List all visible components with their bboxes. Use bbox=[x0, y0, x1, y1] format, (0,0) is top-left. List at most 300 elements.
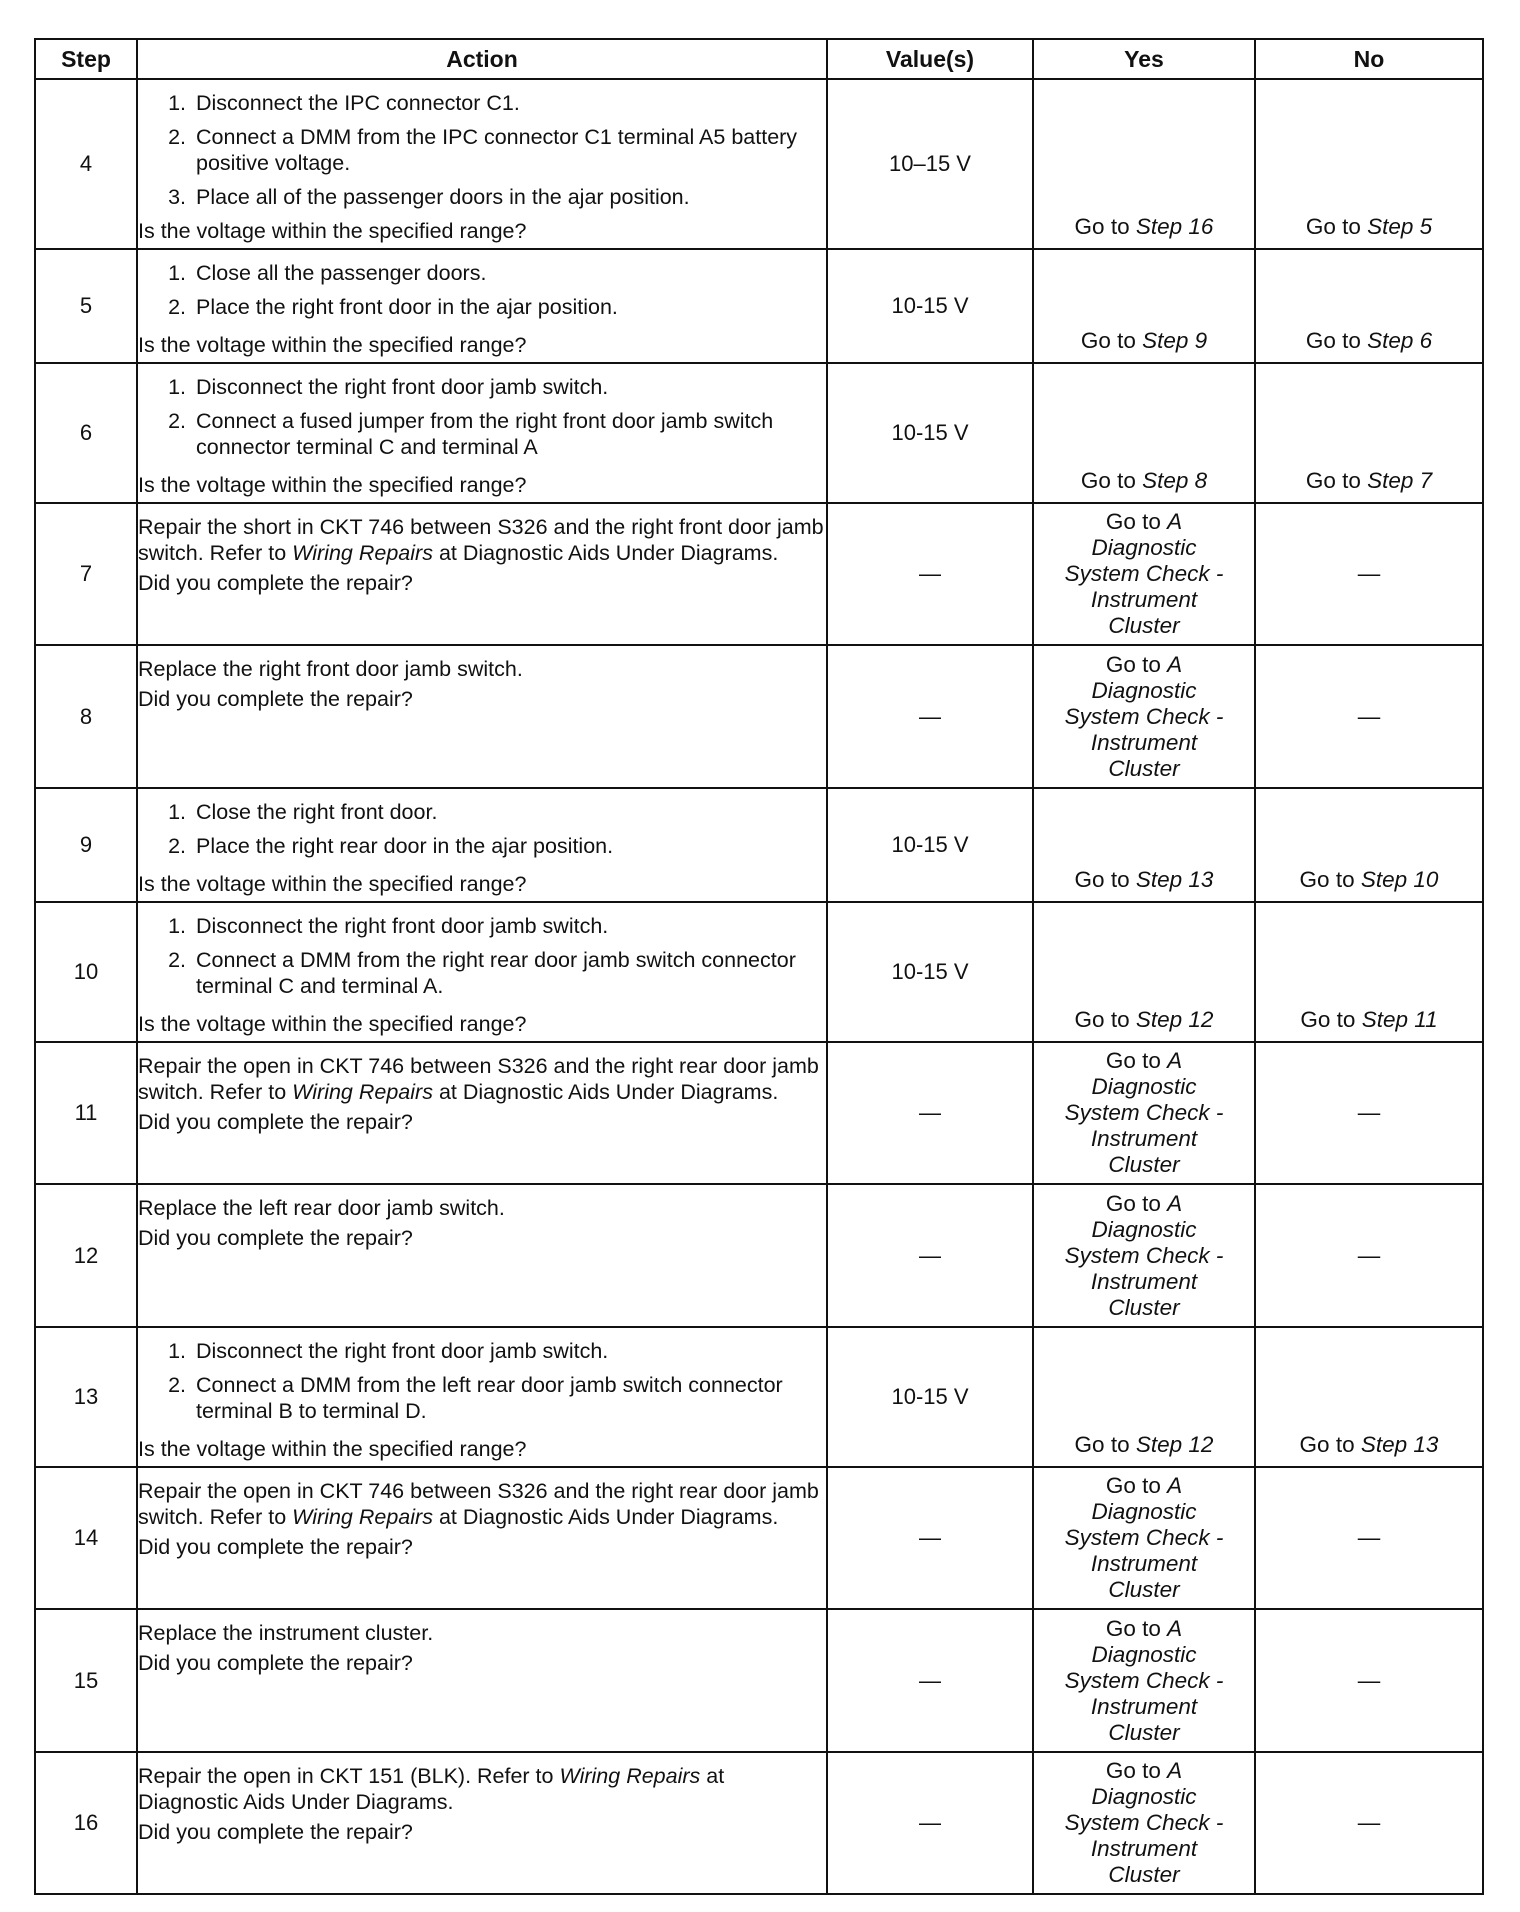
repair-text-location: at Diagnostic Aids Under Diagrams. bbox=[438, 1505, 779, 1529]
goto-step-number: 11 bbox=[1414, 1007, 1438, 1032]
goto-diagnostic-check bbox=[1034, 1048, 1254, 1178]
step-number: 16 bbox=[35, 1752, 137, 1894]
goto-step-number: 8 bbox=[1194, 468, 1208, 493]
action-cell bbox=[137, 503, 827, 645]
table-row bbox=[35, 1467, 1483, 1609]
value-cell: — bbox=[827, 1609, 1033, 1752]
goto-step-word: Step bbox=[1135, 214, 1183, 239]
goto-line bbox=[1034, 1048, 1254, 1074]
repair-text-location: at Diagnostic Aids Under Diagrams. bbox=[138, 1764, 725, 1814]
yes-cell bbox=[1033, 788, 1255, 902]
goto-diagnostic-check bbox=[1034, 1191, 1254, 1321]
goto-diagnostic-check bbox=[1034, 652, 1254, 782]
action-step-number: 1. bbox=[168, 1339, 186, 1363]
goto-diag-line: Diagnostic bbox=[1091, 1216, 1197, 1242]
action-question: Did you complete the repair? bbox=[138, 1820, 413, 1844]
action-step-item bbox=[138, 947, 826, 999]
action-step-item bbox=[138, 124, 826, 176]
goto-diag-line: System Check - bbox=[1064, 1242, 1224, 1268]
diagnostic-table bbox=[34, 38, 1484, 1895]
goto-prefix: Go to bbox=[1105, 651, 1161, 677]
repair-block bbox=[138, 1763, 826, 1845]
step-number: 15 bbox=[35, 1609, 137, 1752]
value-cell: 10-15 V bbox=[827, 1327, 1033, 1467]
goto-step-word: Step bbox=[1361, 1007, 1408, 1032]
goto-diagnostic-check bbox=[1034, 1758, 1254, 1888]
goto-prefix: Go to bbox=[1074, 214, 1130, 239]
value-cell: 10-15 V bbox=[827, 788, 1033, 902]
goto-step-link bbox=[1256, 1007, 1482, 1033]
repair-instruction bbox=[138, 1620, 826, 1646]
goto-step-word: Step bbox=[1142, 328, 1189, 353]
step-number: 14 bbox=[35, 1467, 137, 1609]
goto-prefix: Go to bbox=[1080, 328, 1136, 353]
goto-step-number: 5 bbox=[1419, 214, 1433, 239]
action-cell bbox=[137, 645, 827, 788]
goto-diag-line: Instrument bbox=[1090, 729, 1198, 755]
goto-line bbox=[1034, 1616, 1254, 1642]
repair-text-main: Replace the right front door jamb switch. bbox=[138, 657, 523, 681]
value-cell: — bbox=[827, 1184, 1033, 1327]
header-yes: Yes bbox=[1033, 39, 1255, 79]
action-step-number: 2. bbox=[168, 834, 186, 858]
repair-block bbox=[138, 1053, 826, 1135]
wiring-repairs-reference: Wiring Repairs bbox=[292, 1080, 433, 1104]
goto-prefix: Go to bbox=[1299, 1432, 1355, 1457]
goto-step-link bbox=[1256, 468, 1482, 494]
goto-step-word: Step bbox=[1135, 1007, 1183, 1032]
no-cell bbox=[1255, 363, 1483, 503]
goto-step-word: Step bbox=[1360, 1432, 1408, 1457]
action-cell bbox=[137, 363, 827, 503]
goto-diag-line: Diagnostic bbox=[1091, 677, 1197, 703]
goto-step-number: 13 bbox=[1188, 867, 1214, 892]
goto-diag-letter: A bbox=[1167, 1758, 1183, 1783]
goto-diag-line: System Check - bbox=[1064, 561, 1224, 586]
action-steps-list bbox=[138, 799, 826, 867]
wiring-repairs-reference: Wiring Repairs bbox=[292, 541, 433, 565]
goto-diag-line: System Check - bbox=[1064, 703, 1224, 729]
goto-step-word: Step bbox=[1142, 468, 1189, 493]
goto-step-word: Step bbox=[1367, 468, 1414, 493]
goto-prefix: Go to bbox=[1074, 867, 1130, 892]
goto-step-link bbox=[1034, 867, 1254, 893]
step-number: 8 bbox=[35, 645, 137, 788]
action-step-number: 1. bbox=[168, 800, 186, 824]
action-step-text: Place the right front door in the ajar position. bbox=[196, 295, 618, 319]
value-cell: 10–15 V bbox=[827, 79, 1033, 249]
step-number: 11 bbox=[35, 1042, 137, 1184]
action-step-item bbox=[138, 408, 826, 460]
action-step-number: 1. bbox=[168, 91, 186, 115]
action-cell bbox=[137, 249, 827, 363]
repair-text-main: Repair the open in CKT 746 between S326 and the right rear door jamb switch. Refer to bbox=[138, 1054, 819, 1104]
goto-step-link bbox=[1034, 468, 1254, 494]
goto-step-link bbox=[1034, 1007, 1254, 1033]
yes-cell bbox=[1033, 1042, 1255, 1184]
goto-prefix: Go to bbox=[1299, 867, 1355, 892]
goto-step-link bbox=[1256, 867, 1482, 893]
action-question: Did you complete the repair? bbox=[138, 687, 413, 711]
goto-step-link bbox=[1256, 214, 1482, 240]
action-step-text: Disconnect the right front door jamb switch. bbox=[196, 375, 609, 399]
repair-text-main: Replace the instrument cluster. bbox=[138, 1621, 434, 1645]
action-content bbox=[138, 1614, 826, 1747]
goto-line bbox=[1034, 1473, 1254, 1499]
goto-diag-line: System Check - bbox=[1064, 1667, 1224, 1693]
action-content bbox=[138, 793, 826, 897]
goto-prefix: Go to bbox=[1300, 1007, 1356, 1032]
action-step-text: Connect a DMM from the right rear door jamb switch connector terminal C and terminal A. bbox=[196, 948, 796, 998]
action-steps-list bbox=[138, 1338, 826, 1432]
action-step-text: Connect a DMM from the IPC connector C1 terminal A5 battery positive voltage. bbox=[196, 125, 798, 175]
table-row bbox=[35, 902, 1483, 1042]
no-cell bbox=[1255, 249, 1483, 363]
goto-prefix: Go to bbox=[1105, 509, 1161, 534]
goto-step-word: Step bbox=[1135, 1432, 1183, 1457]
action-cell bbox=[137, 1042, 827, 1184]
action-question: Did you complete the repair? bbox=[138, 1535, 413, 1559]
header-action: Action bbox=[137, 39, 827, 79]
goto-diag-line: Diagnostic bbox=[1091, 1641, 1197, 1667]
repair-block bbox=[138, 1620, 826, 1676]
yes-cell bbox=[1033, 363, 1255, 503]
repair-text-main: Replace the left rear door jamb switch. bbox=[138, 1196, 505, 1220]
goto-prefix: Go to bbox=[1105, 1615, 1161, 1641]
repair-instruction bbox=[138, 1195, 826, 1221]
step-number: 10 bbox=[35, 902, 137, 1042]
no-cell: — bbox=[1255, 645, 1483, 788]
goto-diag-line: Diagnostic bbox=[1091, 535, 1197, 560]
action-question: Is the voltage within the specified range? bbox=[138, 333, 527, 357]
goto-prefix: Go to bbox=[1305, 468, 1361, 493]
table-body bbox=[35, 79, 1483, 1894]
goto-diag-line: Cluster bbox=[1108, 755, 1180, 781]
goto-step-word: Step bbox=[1367, 328, 1414, 353]
goto-diag-line: Cluster bbox=[1108, 1719, 1180, 1745]
step-number: 13 bbox=[35, 1327, 137, 1467]
action-step-text: Close the right front door. bbox=[196, 800, 438, 824]
goto-prefix: Go to bbox=[1074, 1432, 1130, 1457]
goto-diag-line: Instrument bbox=[1090, 587, 1198, 612]
action-step-item bbox=[138, 1372, 826, 1424]
action-step-number: 1. bbox=[168, 261, 186, 285]
goto-prefix: Go to bbox=[1080, 468, 1136, 493]
goto-diag-line: System Check - bbox=[1064, 1525, 1224, 1550]
goto-line bbox=[1034, 1758, 1254, 1784]
no-content bbox=[1256, 252, 1482, 360]
goto-prefix: Go to bbox=[1305, 328, 1361, 353]
repair-block bbox=[138, 656, 826, 712]
no-content bbox=[1256, 82, 1482, 246]
goto-line bbox=[1034, 509, 1254, 535]
goto-diag-letter: A bbox=[1167, 651, 1183, 677]
goto-step-link bbox=[1034, 214, 1254, 240]
value-cell: 10-15 V bbox=[827, 249, 1033, 363]
action-step-number: 2. bbox=[168, 409, 186, 433]
action-content bbox=[138, 508, 826, 640]
table-row bbox=[35, 249, 1483, 363]
action-question: Is the voltage within the specified range? bbox=[138, 872, 527, 896]
action-content bbox=[138, 254, 826, 358]
value-cell: — bbox=[827, 1752, 1033, 1894]
step-number: 7 bbox=[35, 503, 137, 645]
yes-content bbox=[1034, 366, 1254, 500]
no-content bbox=[1256, 366, 1482, 500]
goto-step-link bbox=[1034, 328, 1254, 354]
goto-prefix: Go to bbox=[1105, 1048, 1161, 1073]
no-cell: — bbox=[1255, 1184, 1483, 1327]
action-question: Is the voltage within the specified range? bbox=[138, 1012, 527, 1036]
yes-cell bbox=[1033, 902, 1255, 1042]
goto-diag-line: System Check - bbox=[1064, 1810, 1224, 1835]
goto-diag-line: Cluster bbox=[1108, 1862, 1180, 1887]
action-step-number: 1. bbox=[168, 375, 186, 399]
repair-instruction bbox=[138, 1763, 826, 1815]
goto-prefix: Go to bbox=[1105, 1473, 1161, 1498]
goto-diag-letter: A bbox=[1167, 1048, 1183, 1073]
action-step-item bbox=[138, 1338, 826, 1364]
goto-step-number: 10 bbox=[1413, 867, 1439, 892]
action-step-item bbox=[138, 374, 826, 400]
goto-diag-letter: A bbox=[1167, 1190, 1183, 1216]
step-number: 6 bbox=[35, 363, 137, 503]
goto-diagnostic-check bbox=[1034, 509, 1254, 639]
table-row bbox=[35, 503, 1483, 645]
yes-cell bbox=[1033, 1184, 1255, 1327]
action-step-item bbox=[138, 260, 826, 286]
goto-diag-line: Instrument bbox=[1090, 1836, 1198, 1861]
repair-instruction bbox=[138, 656, 826, 682]
no-cell: — bbox=[1255, 1042, 1483, 1184]
goto-prefix: Go to bbox=[1105, 1758, 1161, 1783]
value-cell: — bbox=[827, 503, 1033, 645]
yes-cell bbox=[1033, 503, 1255, 645]
no-content bbox=[1256, 1330, 1482, 1464]
repair-block bbox=[138, 1195, 826, 1251]
table-row bbox=[35, 1042, 1483, 1184]
action-steps-list bbox=[138, 913, 826, 1007]
action-step-number: 2. bbox=[168, 125, 186, 149]
value-cell: 10-15 V bbox=[827, 902, 1033, 1042]
no-cell: — bbox=[1255, 1467, 1483, 1609]
table-row bbox=[35, 1327, 1483, 1467]
action-step-number: 3. bbox=[168, 185, 186, 209]
no-cell: — bbox=[1255, 1609, 1483, 1752]
table-row bbox=[35, 1752, 1483, 1894]
action-step-item bbox=[138, 90, 826, 116]
yes-cell bbox=[1033, 79, 1255, 249]
goto-diag-line: Diagnostic bbox=[1091, 1074, 1197, 1099]
action-content bbox=[138, 650, 826, 783]
action-step-number: 2. bbox=[168, 948, 186, 972]
action-step-number: 2. bbox=[168, 1373, 186, 1397]
repair-text-main: Repair the open in CKT 151 (BLK). Refer to bbox=[138, 1764, 554, 1788]
repair-text-location: at Diagnostic Aids Under Diagrams. bbox=[438, 1080, 779, 1104]
action-step-number: 1. bbox=[168, 914, 186, 938]
yes-cell bbox=[1033, 1467, 1255, 1609]
yes-cell bbox=[1033, 1609, 1255, 1752]
goto-step-word: Step bbox=[1360, 867, 1408, 892]
action-cell bbox=[137, 788, 827, 902]
repair-text-location: at Diagnostic Aids Under Diagrams. bbox=[438, 541, 779, 565]
action-steps-list bbox=[138, 90, 826, 218]
header-row bbox=[35, 39, 1483, 79]
action-step-number: 2. bbox=[168, 295, 186, 319]
action-cell bbox=[137, 1327, 827, 1467]
yes-cell bbox=[1033, 645, 1255, 788]
value-cell: — bbox=[827, 1042, 1033, 1184]
goto-step-link bbox=[1256, 328, 1482, 354]
action-step-item bbox=[138, 799, 826, 825]
header-no: No bbox=[1255, 39, 1483, 79]
value-cell: — bbox=[827, 1467, 1033, 1609]
table-row bbox=[35, 1609, 1483, 1752]
goto-diag-line: Cluster bbox=[1108, 1294, 1180, 1320]
repair-text-main: Repair the short in CKT 746 between S326 and the right front door jamb switch. Refer to bbox=[138, 515, 824, 565]
step-number: 12 bbox=[35, 1184, 137, 1327]
value-cell: — bbox=[827, 645, 1033, 788]
table-row bbox=[35, 363, 1483, 503]
goto-step-number: 12 bbox=[1188, 1432, 1214, 1457]
no-cell bbox=[1255, 902, 1483, 1042]
no-cell bbox=[1255, 788, 1483, 902]
goto-prefix: Go to bbox=[1105, 1190, 1161, 1216]
goto-diag-letter: A bbox=[1167, 1473, 1183, 1498]
goto-step-number: 6 bbox=[1419, 328, 1433, 353]
goto-diag-letter: A bbox=[1167, 1615, 1183, 1641]
action-step-item bbox=[138, 833, 826, 859]
action-cell bbox=[137, 1752, 827, 1894]
yes-cell bbox=[1033, 249, 1255, 363]
goto-diag-line: Instrument bbox=[1090, 1268, 1198, 1294]
yes-content bbox=[1034, 252, 1254, 360]
yes-content bbox=[1034, 1330, 1254, 1464]
action-content bbox=[138, 907, 826, 1037]
goto-step-link bbox=[1034, 1432, 1254, 1458]
action-steps-list bbox=[138, 374, 826, 468]
action-question: Is the voltage within the specified range? bbox=[138, 219, 527, 243]
action-step-text: Place the right rear door in the ajar position. bbox=[196, 834, 614, 858]
repair-instruction bbox=[138, 1053, 826, 1105]
goto-step-number: 13 bbox=[1413, 1432, 1439, 1457]
goto-diag-line: Instrument bbox=[1090, 1551, 1198, 1576]
action-question: Did you complete the repair? bbox=[138, 1110, 413, 1134]
action-question: Is the voltage within the specified range? bbox=[138, 1437, 527, 1461]
goto-diag-line: Cluster bbox=[1108, 1152, 1180, 1177]
header-values: Value(s) bbox=[827, 39, 1033, 79]
action-cell bbox=[137, 1609, 827, 1752]
repair-instruction bbox=[138, 1478, 826, 1530]
no-cell bbox=[1255, 79, 1483, 249]
action-step-text: Disconnect the right front door jamb switch. bbox=[196, 1339, 609, 1363]
action-content bbox=[138, 84, 826, 244]
action-content bbox=[138, 1757, 826, 1889]
goto-step-number: 16 bbox=[1188, 214, 1214, 239]
action-content bbox=[138, 368, 826, 498]
step-number: 4 bbox=[35, 79, 137, 249]
action-step-text: Place all of the passenger doors in the ajar position. bbox=[196, 185, 690, 209]
action-step-text: Connect a DMM from the left rear door jamb switch connector terminal B to terminal D. bbox=[196, 1373, 783, 1423]
action-cell bbox=[137, 1184, 827, 1327]
action-cell bbox=[137, 1467, 827, 1609]
action-step-text: Disconnect the right front door jamb switch. bbox=[196, 914, 609, 938]
action-step-item bbox=[138, 913, 826, 939]
action-question: Is the voltage within the specified range? bbox=[138, 473, 527, 497]
yes-cell bbox=[1033, 1327, 1255, 1467]
action-content bbox=[138, 1472, 826, 1604]
goto-line bbox=[1034, 1191, 1254, 1217]
action-question: Did you complete the repair? bbox=[138, 1651, 413, 1675]
goto-diagnostic-check bbox=[1034, 1616, 1254, 1746]
goto-diag-line: Diagnostic bbox=[1091, 1499, 1197, 1524]
goto-prefix: Go to bbox=[1305, 214, 1361, 239]
wiring-repairs-reference: Wiring Repairs bbox=[559, 1764, 701, 1788]
no-cell: — bbox=[1255, 1752, 1483, 1894]
yes-content bbox=[1034, 905, 1254, 1039]
yes-cell bbox=[1033, 1752, 1255, 1894]
goto-diag-line: Diagnostic bbox=[1091, 1784, 1197, 1809]
action-step-item bbox=[138, 184, 826, 210]
action-cell bbox=[137, 902, 827, 1042]
table-row bbox=[35, 645, 1483, 788]
table-row bbox=[35, 1184, 1483, 1327]
no-content bbox=[1256, 905, 1482, 1039]
goto-diag-line: Instrument bbox=[1090, 1126, 1198, 1151]
table-row bbox=[35, 788, 1483, 902]
action-content bbox=[138, 1332, 826, 1462]
goto-step-number: 9 bbox=[1194, 328, 1208, 353]
action-question: Did you complete the repair? bbox=[138, 1226, 413, 1250]
goto-diag-letter: A bbox=[1167, 509, 1183, 534]
header-step: Step bbox=[35, 39, 137, 79]
goto-prefix: Go to bbox=[1074, 1007, 1130, 1032]
goto-diag-line: System Check - bbox=[1064, 1100, 1224, 1125]
repair-block bbox=[138, 1478, 826, 1560]
goto-diag-line: Instrument bbox=[1090, 1693, 1198, 1719]
action-steps-list bbox=[138, 260, 826, 328]
step-number: 5 bbox=[35, 249, 137, 363]
action-step-text: Disconnect the IPC connector C1. bbox=[196, 91, 520, 115]
goto-step-number: 7 bbox=[1419, 468, 1433, 493]
goto-step-number: 12 bbox=[1188, 1007, 1214, 1032]
goto-step-word: Step bbox=[1135, 867, 1183, 892]
action-step-text: Close all the passenger doors. bbox=[196, 261, 487, 285]
no-cell bbox=[1255, 1327, 1483, 1467]
goto-diag-line: Cluster bbox=[1108, 1577, 1180, 1602]
goto-step-link bbox=[1256, 1432, 1482, 1458]
no-content bbox=[1256, 791, 1482, 899]
table-row bbox=[35, 79, 1483, 249]
no-cell: — bbox=[1255, 503, 1483, 645]
goto-diagnostic-check bbox=[1034, 1473, 1254, 1603]
wiring-repairs-reference: Wiring Repairs bbox=[292, 1505, 433, 1529]
yes-content bbox=[1034, 82, 1254, 246]
yes-content bbox=[1034, 791, 1254, 899]
repair-instruction bbox=[138, 514, 826, 566]
step-number: 9 bbox=[35, 788, 137, 902]
action-cell bbox=[137, 79, 827, 249]
value-cell: 10-15 V bbox=[827, 363, 1033, 503]
goto-diag-line: Cluster bbox=[1108, 613, 1180, 638]
action-content bbox=[138, 1047, 826, 1179]
goto-line bbox=[1034, 652, 1254, 678]
action-step-item bbox=[138, 294, 826, 320]
action-question: Did you complete the repair? bbox=[138, 571, 413, 595]
action-step-text: Connect a fused jumper from the right front door jamb switch connector terminal C and terminal A bbox=[196, 409, 774, 459]
repair-text-main: Repair the open in CKT 746 between S326 and the right rear door jamb switch. Refer to bbox=[138, 1479, 819, 1529]
action-content bbox=[138, 1189, 826, 1322]
